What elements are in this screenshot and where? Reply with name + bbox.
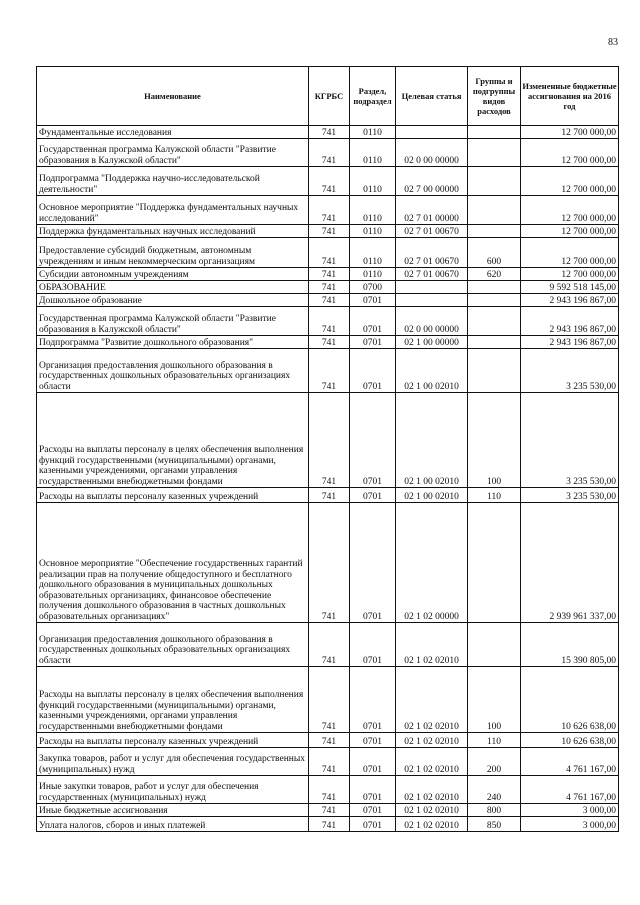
cell-amount: 2 939 961 337,00 xyxy=(521,503,619,623)
cell-section: 0110 xyxy=(350,167,396,196)
table-row xyxy=(37,817,619,832)
cell-section: 0110 xyxy=(350,268,396,281)
cell-group xyxy=(468,139,521,167)
cell-name: Организация предоставления дошкольного образования в государственных дошкольных образовательных организациях области xyxy=(37,349,309,393)
cell-name: Организация предоставления дошкольного образования в государственных дошкольных образовательных организациях области xyxy=(37,623,309,667)
cell-group xyxy=(468,281,521,294)
cell-name: Расходы на выплаты персоналу в целях обеспечения выполнения функций государственными (муниципальными) органами, казенными учреждениями, органами управления государственными внебюджетными фондами xyxy=(37,393,309,488)
table-row xyxy=(37,336,619,349)
cell-amount: 4 761 167,00 xyxy=(521,748,619,776)
cell-target: 02 7 01 00670 xyxy=(396,225,468,238)
cell-name: Иные бюджетные ассигнования xyxy=(37,804,309,817)
cell-kgrbs: 741 xyxy=(309,349,350,393)
cell-kgrbs: 741 xyxy=(309,776,350,804)
table-row xyxy=(37,623,619,667)
cell-section: 0701 xyxy=(350,393,396,488)
cell-kgrbs: 741 xyxy=(309,748,350,776)
cell-amount: 15 390 805,00 xyxy=(521,623,619,667)
cell-kgrbs: 741 xyxy=(309,196,350,225)
cell-group: 100 xyxy=(468,667,521,733)
cell-kgrbs: 741 xyxy=(309,268,350,281)
cell-section: 0110 xyxy=(350,139,396,167)
cell-kgrbs: 741 xyxy=(309,817,350,832)
cell-kgrbs: 741 xyxy=(309,307,350,336)
cell-kgrbs: 741 xyxy=(309,804,350,817)
cell-section: 0701 xyxy=(350,488,396,503)
cell-kgrbs: 741 xyxy=(309,623,350,667)
cell-amount: 2 943 196 867,00 xyxy=(521,336,619,349)
header-name: Наименование xyxy=(37,67,309,126)
cell-kgrbs: 741 xyxy=(309,336,350,349)
cell-kgrbs: 741 xyxy=(309,139,350,167)
cell-target: 02 1 02 02010 xyxy=(396,667,468,733)
cell-name: Расходы на выплаты персоналу казенных учреждений xyxy=(37,733,309,748)
cell-group: 850 xyxy=(468,817,521,832)
cell-amount: 10 626 638,00 xyxy=(521,733,619,748)
cell-name: Государственная программа Калужской области "Развитие образования в Калужской области" xyxy=(37,307,309,336)
cell-section: 0110 xyxy=(350,196,396,225)
cell-amount: 12 700 000,00 xyxy=(521,139,619,167)
cell-section: 0701 xyxy=(350,349,396,393)
header-amount: Измененные бюджетные ассигнования на 2016 год xyxy=(521,67,619,126)
cell-target xyxy=(396,126,468,139)
header-row xyxy=(37,67,619,126)
cell-target: 02 1 00 02010 xyxy=(396,349,468,393)
cell-name: Расходы на выплаты персоналу в целях обеспечения выполнения функций государственными (муниципальными) органами, казенными учреждениями, органами управления государственными внебюджетными фондами xyxy=(37,667,309,733)
cell-name: Подпрограмма "Поддержка научно-исследовательской деятельности" xyxy=(37,167,309,196)
cell-amount: 3 235 530,00 xyxy=(521,488,619,503)
table-row xyxy=(37,503,619,623)
cell-group xyxy=(468,126,521,139)
header-kgrbs: КГРБС xyxy=(309,67,350,126)
cell-target: 02 0 00 00000 xyxy=(396,139,468,167)
cell-group xyxy=(468,196,521,225)
cell-amount: 9 592 518 145,00 xyxy=(521,281,619,294)
header-target: Целевая статья xyxy=(396,67,468,126)
table-row xyxy=(37,488,619,503)
cell-group xyxy=(468,167,521,196)
cell-group xyxy=(468,349,521,393)
cell-group: 240 xyxy=(468,776,521,804)
cell-section: 0701 xyxy=(350,733,396,748)
cell-kgrbs: 741 xyxy=(309,488,350,503)
cell-target: 02 1 02 00000 xyxy=(396,503,468,623)
cell-section: 0701 xyxy=(350,776,396,804)
cell-group xyxy=(468,623,521,667)
cell-amount: 2 943 196 867,00 xyxy=(521,294,619,307)
cell-target: 02 1 02 02010 xyxy=(396,623,468,667)
cell-kgrbs: 741 xyxy=(309,238,350,268)
cell-target: 02 1 02 02010 xyxy=(396,804,468,817)
cell-kgrbs: 741 xyxy=(309,294,350,307)
cell-group: 600 xyxy=(468,238,521,268)
table-row xyxy=(37,167,619,196)
cell-kgrbs: 741 xyxy=(309,281,350,294)
table-row xyxy=(37,196,619,225)
cell-section: 0701 xyxy=(350,667,396,733)
cell-name: Расходы на выплаты персоналу казенных учреждений xyxy=(37,488,309,503)
cell-kgrbs: 741 xyxy=(309,667,350,733)
cell-kgrbs: 741 xyxy=(309,393,350,488)
header-group: Группы и подгруппы видов расходов xyxy=(468,67,521,126)
cell-group xyxy=(468,294,521,307)
cell-section: 0110 xyxy=(350,238,396,268)
cell-section: 0701 xyxy=(350,336,396,349)
cell-target: 02 7 01 00670 xyxy=(396,268,468,281)
cell-target: 02 1 00 02010 xyxy=(396,488,468,503)
table-row xyxy=(37,307,619,336)
cell-name: Основное мероприятие "Поддержка фундаментальных научных исследований" xyxy=(37,196,309,225)
cell-group: 200 xyxy=(468,748,521,776)
cell-amount: 12 700 000,00 xyxy=(521,196,619,225)
cell-group: 800 xyxy=(468,804,521,817)
cell-section: 0701 xyxy=(350,294,396,307)
cell-section: 0700 xyxy=(350,281,396,294)
cell-target: 02 1 00 02010 xyxy=(396,393,468,488)
page-number: 83 xyxy=(608,37,618,48)
cell-section: 0110 xyxy=(350,225,396,238)
table-row xyxy=(37,667,619,733)
table-row xyxy=(37,393,619,488)
cell-name: Поддержка фундаментальных научных исследований xyxy=(37,225,309,238)
cell-kgrbs: 741 xyxy=(309,225,350,238)
cell-target xyxy=(396,281,468,294)
cell-group: 110 xyxy=(468,488,521,503)
cell-amount: 4 761 167,00 xyxy=(521,776,619,804)
cell-section: 0110 xyxy=(350,126,396,139)
cell-amount: 12 700 000,00 xyxy=(521,167,619,196)
cell-amount: 3 235 530,00 xyxy=(521,393,619,488)
cell-name: ОБРАЗОВАНИЕ xyxy=(37,281,309,294)
cell-amount: 3 235 530,00 xyxy=(521,349,619,393)
cell-section: 0701 xyxy=(350,623,396,667)
cell-target xyxy=(396,294,468,307)
cell-section: 0701 xyxy=(350,307,396,336)
cell-group xyxy=(468,336,521,349)
cell-name: Предоставление субсидий бюджетным, автономным учреждениям и иным некоммерческим организациям xyxy=(37,238,309,268)
table-row xyxy=(37,139,619,167)
cell-group: 110 xyxy=(468,733,521,748)
table-row xyxy=(37,238,619,268)
table-row xyxy=(37,776,619,804)
table-row xyxy=(37,281,619,294)
cell-target: 02 7 01 00000 xyxy=(396,196,468,225)
table-row xyxy=(37,294,619,307)
cell-kgrbs: 741 xyxy=(309,733,350,748)
cell-amount: 12 700 000,00 xyxy=(521,126,619,139)
cell-name: Закупка товаров, работ и услуг для обеспечения государственных (муниципальных) нужд xyxy=(37,748,309,776)
cell-amount: 2 943 196 867,00 xyxy=(521,307,619,336)
cell-target: 02 1 02 02010 xyxy=(396,748,468,776)
cell-amount: 12 700 000,00 xyxy=(521,268,619,281)
cell-name: Подпрограмма "Развитие дошкольного образования" xyxy=(37,336,309,349)
cell-group xyxy=(468,503,521,623)
cell-name: Дошкольное образование xyxy=(37,294,309,307)
cell-group xyxy=(468,225,521,238)
cell-name: Уплата налогов, сборов и иных платежей xyxy=(37,817,309,832)
cell-group: 620 xyxy=(468,268,521,281)
cell-section: 0701 xyxy=(350,748,396,776)
cell-amount: 12 700 000,00 xyxy=(521,225,619,238)
cell-amount: 3 000,00 xyxy=(521,804,619,817)
cell-section: 0701 xyxy=(350,817,396,832)
cell-name: Фундаментальные исследования xyxy=(37,126,309,139)
cell-name: Иные закупки товаров, работ и услуг для обеспечения государственных (муниципальных) нужд xyxy=(37,776,309,804)
table-row xyxy=(37,804,619,817)
header-section: Раздел, подраздел xyxy=(350,67,396,126)
cell-amount: 3 000,00 xyxy=(521,817,619,832)
cell-section: 0701 xyxy=(350,804,396,817)
table-row xyxy=(37,225,619,238)
budget-table xyxy=(36,66,619,832)
cell-name: Субсидии автономным учреждениям xyxy=(37,268,309,281)
cell-name: Основное мероприятие "Обеспечение государственных гарантий реализации прав на получение общедоступного и бесплатного дошкольного образования в муниципальных дошкольных образовательных организациях, финансовое обеспечение получения дошкольного образования в частных дошкольных образовательных организациях" xyxy=(37,503,309,623)
table-row xyxy=(37,126,619,139)
cell-name: Государственная программа Калужской области "Развитие образования в Калужской области" xyxy=(37,139,309,167)
cell-target: 02 1 00 00000 xyxy=(396,336,468,349)
cell-kgrbs: 741 xyxy=(309,167,350,196)
cell-target: 02 0 00 00000 xyxy=(396,307,468,336)
cell-amount: 10 626 638,00 xyxy=(521,667,619,733)
table-row xyxy=(37,268,619,281)
cell-kgrbs: 741 xyxy=(309,503,350,623)
cell-amount: 12 700 000,00 xyxy=(521,238,619,268)
cell-target: 02 1 02 02010 xyxy=(396,733,468,748)
cell-target: 02 1 02 02010 xyxy=(396,817,468,832)
cell-section: 0701 xyxy=(350,503,396,623)
cell-group: 100 xyxy=(468,393,521,488)
table-row xyxy=(37,748,619,776)
cell-kgrbs: 741 xyxy=(309,126,350,139)
cell-target: 02 7 00 00000 xyxy=(396,167,468,196)
cell-target: 02 7 01 00670 xyxy=(396,238,468,268)
cell-target: 02 1 02 02010 xyxy=(396,776,468,804)
table-row xyxy=(37,733,619,748)
cell-group xyxy=(468,307,521,336)
table-row xyxy=(37,349,619,393)
